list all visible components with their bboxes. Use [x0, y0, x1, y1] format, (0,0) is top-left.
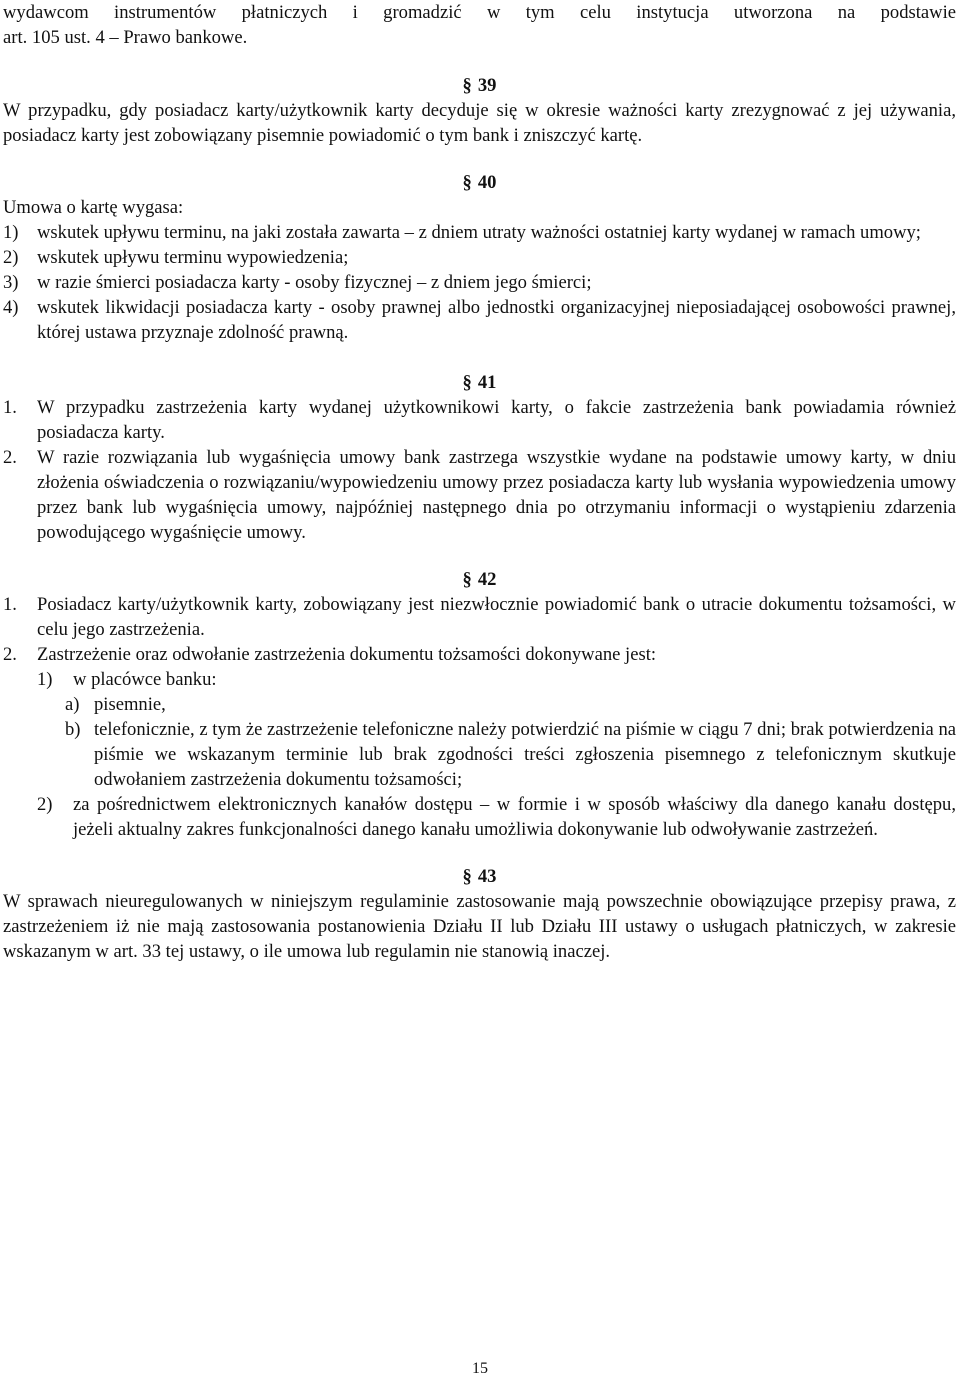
list-item-number: 3): [3, 272, 19, 293]
section-41-heading: [3, 370, 956, 395]
section-43-heading: [3, 864, 956, 889]
top-line-2: art. 105 ust. 4 – Prawo bankowe.: [3, 27, 248, 48]
list-item-text: wskutek upływu terminu, na jaki została zawarta – z dniem utraty ważności ostatniej karty wydanej w ramach umowy;: [37, 222, 921, 243]
list-item-text: wskutek likwidacji posiadacza karty - osoby prawnej albo jednostki organizacyjnej nieposiadającej osobowości prawnej, której ustawa przyznaje zdolność prawną.: [37, 297, 956, 343]
section-sign: §: [462, 75, 472, 96]
list-item: [3, 445, 956, 545]
list-item-text: w razie śmierci posiadacza karty - osoby fizycznej – z dniem jego śmierci;: [37, 272, 592, 293]
list-item-text: Posiadacz karty/użytkownik karty, zobowiązany jest niezwłocznie powiadomić bank o utracie dokumentu tożsamości, w celu jego zastrzeżenia.: [37, 594, 956, 640]
sub-sub-list-item-text: telefonicznie, z tym że zastrzeżenie telefoniczne należy potwierdzić na piśmie w ciągu 7 dni; brak potwierdzenia na piśmie we wskazanym terminie lub brak zgodności treści zgłoszenia pisemnego z telefonicznym skutkuje odwołaniem zastrzeżenia dokumentu tożsamości;: [94, 719, 956, 790]
list-item-text: wskutek upływu terminu wypowiedzenia;: [37, 247, 349, 268]
section-39-heading: [3, 73, 956, 98]
section-sign: §: [462, 372, 472, 393]
section-number: 42: [477, 569, 497, 590]
section-40-heading: [3, 170, 956, 195]
top-line-1: wydawcom instrumentów płatniczych i gromadzić w tym celu instytucja utworzona na podstawie: [3, 2, 956, 23]
sub-sub-list-item: [65, 692, 956, 717]
section-sign: §: [462, 569, 472, 590]
list-item-number: 1.: [3, 594, 17, 615]
list-item-text: W przypadku zastrzeżenia karty wydanej użytkownikowi karty, o fakcie zastrzeżenia bank powiadamia również posiadacza karty.: [37, 397, 956, 443]
sub-list-item-number: 1): [37, 669, 53, 690]
section-sign: §: [462, 172, 472, 193]
list-item-number: 1): [3, 222, 19, 243]
section-40-intro: Umowa o kartę wygasa:: [3, 197, 184, 218]
list-item-number: 4): [3, 297, 19, 318]
list-item: [3, 395, 956, 445]
sub-list-item-number: 2): [37, 794, 53, 815]
sub-sub-list-item: [65, 717, 956, 792]
section-number: 41: [477, 372, 497, 393]
list-item: [3, 245, 956, 270]
section-43-text: W sprawach nieuregulowanych w niniejszym regulaminie zastosowanie mają powszechnie obowiązujące przepisy prawa, z zastrzeżeniem iż nie mają zastosowania postanowienia Działu II lub Działu III ustawy o usługach płatniczych, w zakresie wskazanym w art. 33 tej ustawy, o ile umowa lub regulamin nie stanowią inaczej.: [3, 891, 956, 962]
section-sign: §: [462, 866, 472, 887]
sub-list-item: [37, 667, 956, 692]
sub-list-item-text: w placówce banku:: [73, 669, 217, 690]
sub-list-item: [37, 792, 956, 842]
list-item: [3, 270, 956, 295]
list-item-number: 2.: [3, 447, 17, 468]
document-page: [3, 0, 956, 964]
sub-sub-list-item-letter: b): [65, 719, 81, 740]
sub-sub-list-item-text: pisemnie,: [94, 694, 166, 715]
list-item-text: W razie rozwiązania lub wygaśnięcia umowy bank zastrzega wszystkie wydane na podstawie umowy karty, w dniu złożenia oświadczenia o rozwiązaniu/wypowiedzeniu umowy przez posiadacza karty lub wysłania wypowiedzenia umowy przez bank lub wygaśnięcia umowy, najpóźniej następnego dnia po otrzymaniu informacji o wystąpieniu zdarzenia powodującego wygaśnięcie umowy.: [37, 447, 956, 543]
list-item-number: 2.: [3, 644, 17, 665]
sub-sub-list-item-letter: a): [65, 694, 80, 715]
section-39-text: W przypadku, gdy posiadacz karty/użytkownik karty decyduje się w okresie ważności karty zrezygnować z jej używania, posiadacz karty jest zobowiązany pisemnie powiadomić o tym bank i zniszczyć kartę.: [3, 100, 956, 146]
list-item-number: 2): [3, 247, 19, 268]
list-item: [3, 592, 956, 642]
list-item-number: 1.: [3, 397, 17, 418]
sub-list-item-text: za pośrednictwem elektronicznych kanałów dostępu – w formie i w sposób właściwy dla danego kanału dostępu, jeżeli aktualny zakres funkcjonalności danego kanału umożliwia dokonywanie lub odwoływanie zastrzeżeń.: [73, 794, 956, 840]
list-item: [3, 220, 956, 245]
list-item: [3, 642, 956, 667]
section-number: 39: [477, 75, 497, 96]
page-number: 15: [472, 1360, 488, 1377]
list-item: [3, 295, 956, 345]
section-number: 40: [477, 172, 497, 193]
list-item-text: Zastrzeżenie oraz odwołanie zastrzeżenia dokumentu tożsamości dokonywane jest:: [37, 644, 657, 665]
section-42-heading: [3, 567, 956, 592]
section-number: 43: [477, 866, 497, 887]
